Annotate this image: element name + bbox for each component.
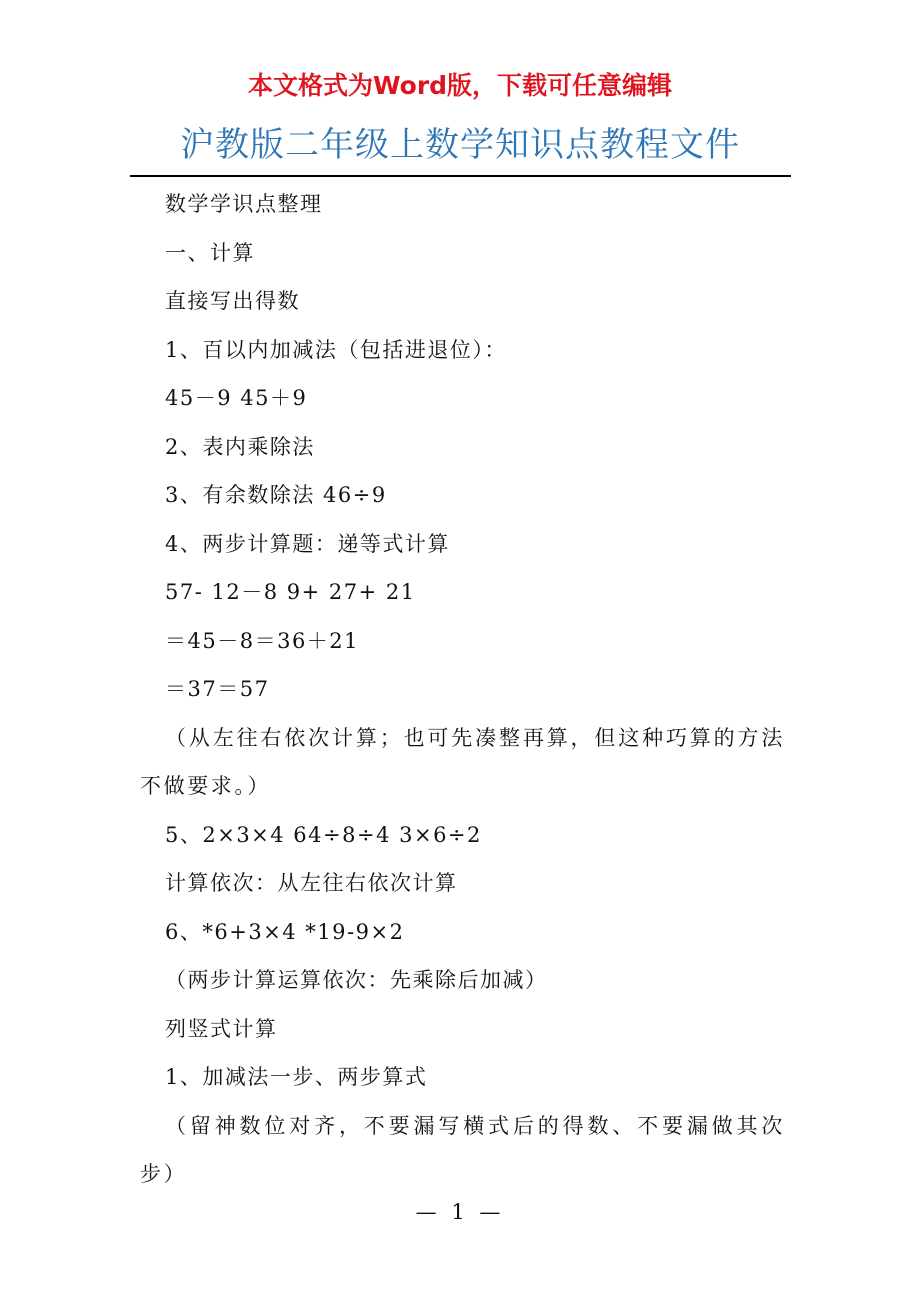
paragraph: 4、两步计算题：递等式计算	[165, 531, 450, 556]
paragraph: 1、百以内加减法（包括进退位）：	[165, 337, 507, 362]
page-number: — 1 —	[415, 1200, 505, 1224]
paragraph: 一、计算	[165, 240, 255, 265]
paragraph: 计算依次：从左往右依次计算	[165, 871, 458, 895]
download-banner: 本文格式为Word版，下载可任意编辑	[247, 71, 673, 100]
paragraph: 5、2×3×4 64÷8÷4 3×6÷2	[165, 822, 482, 847]
header-divider	[130, 175, 791, 177]
paragraph: （两步计算运算依次：先乘除后加减）	[165, 968, 548, 992]
paragraph: （留神数位对齐，不要漏写横式后的得数、不要漏做其次步）	[140, 1113, 785, 1186]
paragraph: 3、有余数除法 46÷9	[165, 483, 387, 507]
paragraph: 数学学识点整理	[165, 192, 323, 216]
paragraph: 1、加减法一步、两步算式	[165, 1065, 428, 1089]
paragraph: （从左往右依次计算；也可先凑整再算，但这种巧算的方法不做要求。）	[140, 725, 785, 798]
paragraph: 45－9 45＋9	[165, 386, 308, 410]
paragraph: ＝45－8＝36＋21	[165, 628, 360, 653]
document-body	[140, 180, 785, 1199]
document-title: 沪教版二年级上数学知识点教程文件	[180, 125, 740, 165]
paragraph: 2、表内乘除法	[165, 434, 315, 459]
paragraph: 57- 12－8 9+ 27+ 21	[165, 580, 416, 604]
paragraph: ＝37＝57	[165, 677, 270, 701]
paragraph: 列竖式计算	[165, 1016, 278, 1041]
paragraph: 6、*6+3×4 *19-9×2	[165, 919, 405, 944]
paragraph: 直接写出得数	[165, 289, 300, 313]
